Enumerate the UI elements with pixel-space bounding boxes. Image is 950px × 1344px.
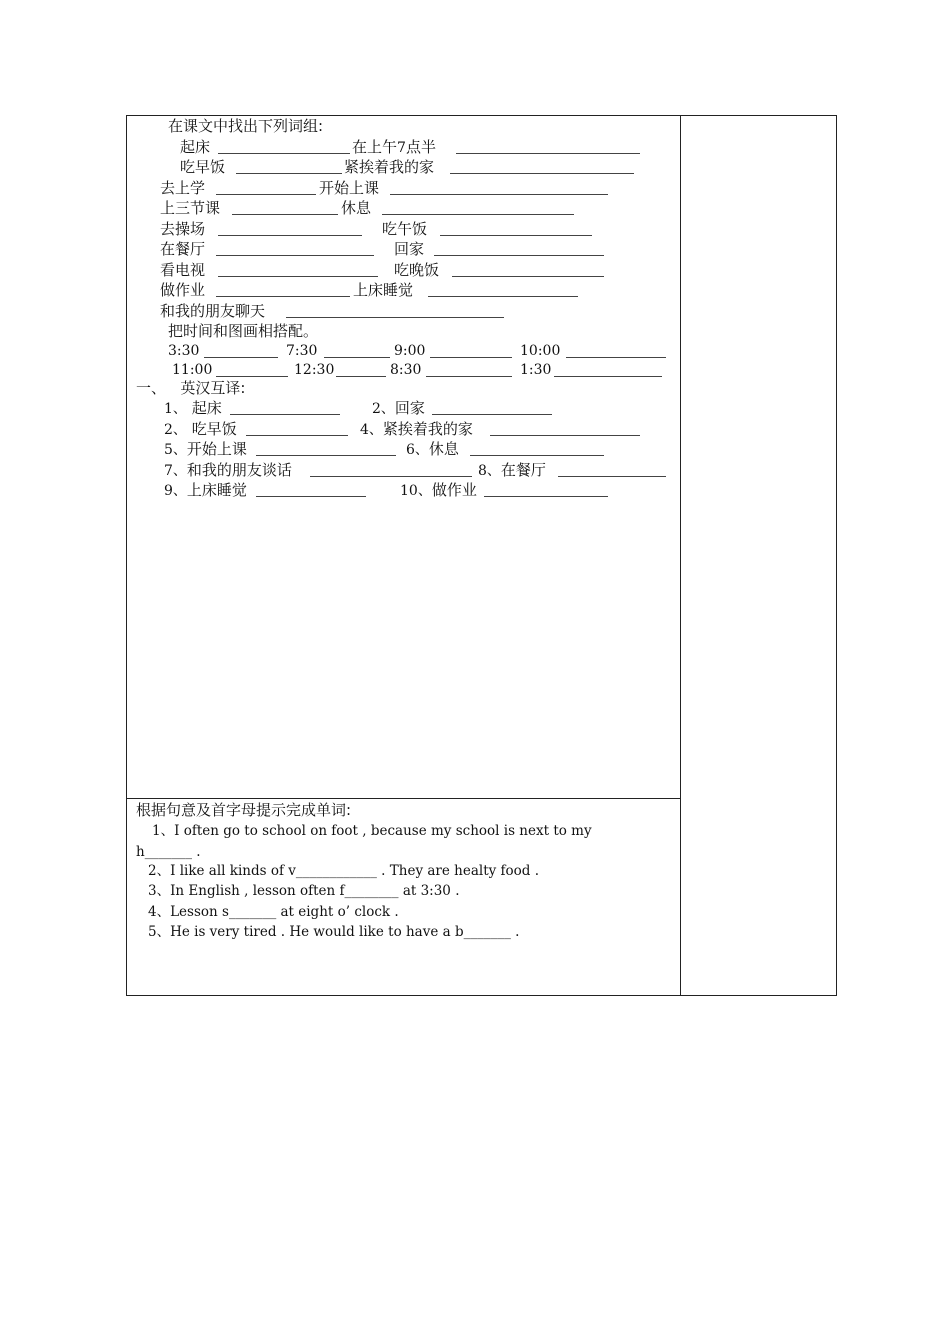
translate-item: 10、做作业 bbox=[400, 481, 477, 499]
phrase-next-to-home: 紧挨着我的家 bbox=[344, 158, 435, 176]
answer-blank[interactable] bbox=[218, 276, 378, 277]
phrase-homework: 做作业 bbox=[160, 281, 206, 299]
phrase-begin-class: 开始上课 bbox=[319, 179, 380, 197]
answer-blank[interactable] bbox=[452, 276, 604, 277]
answer-blank[interactable] bbox=[450, 173, 634, 174]
translate-item: 7、和我的朋友谈话 bbox=[164, 461, 292, 479]
answer-blank[interactable] bbox=[390, 194, 608, 195]
translate-item: 4、紧挨着我的家 bbox=[360, 420, 473, 438]
section3-heading: 一、 英汉互译: bbox=[136, 379, 246, 397]
sentence-4: 4、Lesson s_______ at eight o’ clock . bbox=[148, 904, 399, 920]
answer-blank[interactable] bbox=[434, 255, 604, 256]
answer-blank[interactable] bbox=[484, 496, 608, 497]
phrase-lunch: 吃午饭 bbox=[382, 220, 428, 238]
phrase-three-lessons: 上三节课 bbox=[160, 199, 221, 217]
phrase-go-to-bed: 上床睡觉 bbox=[353, 281, 414, 299]
phrase-at-730: 在上午7点半 bbox=[352, 138, 436, 156]
time-label: 12:30 bbox=[294, 362, 335, 378]
answer-blank[interactable] bbox=[336, 376, 386, 377]
answer-blank[interactable] bbox=[490, 435, 640, 436]
time-label: 7:30 bbox=[286, 343, 318, 359]
answer-blank[interactable] bbox=[204, 357, 278, 358]
answer-blank[interactable] bbox=[382, 214, 574, 215]
translate-item: 1、 起床 bbox=[164, 399, 222, 417]
time-label: 9:00 bbox=[394, 343, 426, 359]
phrase-rest: 休息 bbox=[341, 199, 372, 217]
translate-item: 9、上床睡觉 bbox=[164, 481, 247, 499]
answer-blank[interactable] bbox=[218, 153, 350, 154]
section1-title: 在课文中找出下列词组: bbox=[168, 117, 324, 135]
answer-blank[interactable] bbox=[218, 235, 362, 236]
translate-item: 6、休息 bbox=[406, 440, 459, 458]
phrase-watch-tv: 看电视 bbox=[160, 261, 206, 279]
answer-blank[interactable] bbox=[216, 296, 350, 297]
answer-blank[interactable] bbox=[216, 376, 288, 377]
translate-item: 2、 吃早饭 bbox=[164, 420, 237, 438]
translate-item: 2、回家 bbox=[372, 399, 425, 417]
section2-title: 把时间和图画相搭配。 bbox=[168, 322, 319, 340]
phrase-dinner: 吃晚饭 bbox=[394, 261, 440, 279]
phrase-playground: 去操场 bbox=[160, 220, 206, 238]
phrase-dining-hall: 在餐厅 bbox=[160, 240, 206, 258]
translate-item: 5、开始上课 bbox=[164, 440, 247, 458]
phrase-get-up: 起床 bbox=[180, 138, 211, 156]
column-divider bbox=[680, 115, 681, 996]
answer-blank[interactable] bbox=[432, 414, 552, 415]
answer-blank[interactable] bbox=[324, 357, 390, 358]
row-divider bbox=[126, 798, 680, 799]
answer-blank[interactable] bbox=[554, 376, 662, 377]
answer-blank[interactable] bbox=[470, 455, 604, 456]
time-label: 10:00 bbox=[520, 343, 561, 359]
answer-blank[interactable] bbox=[440, 235, 592, 236]
answer-blank[interactable] bbox=[246, 435, 348, 436]
phrase-go-to-school: 去上学 bbox=[160, 179, 206, 197]
time-label: 3:30 bbox=[168, 343, 200, 359]
answer-blank[interactable] bbox=[256, 455, 396, 456]
answer-blank[interactable] bbox=[430, 357, 512, 358]
answer-blank[interactable] bbox=[310, 476, 472, 477]
time-label: 11:00 bbox=[172, 362, 213, 378]
answer-blank[interactable] bbox=[426, 376, 512, 377]
answer-blank[interactable] bbox=[456, 153, 640, 154]
time-label: 1:30 bbox=[520, 362, 552, 378]
answer-blank[interactable] bbox=[428, 296, 578, 297]
sentence-1-cont: h_______ . bbox=[136, 844, 201, 860]
answer-blank[interactable] bbox=[558, 476, 666, 477]
answer-blank[interactable] bbox=[230, 414, 340, 415]
phrase-go-home: 回家 bbox=[394, 240, 425, 258]
answer-blank[interactable] bbox=[216, 255, 374, 256]
sentence-3: 3、In English , lesson often f________ at 3:30 . bbox=[148, 883, 460, 899]
sentence-2: 2、I like all kinds of v____________ . They are healty food . bbox=[148, 863, 540, 879]
answer-blank[interactable] bbox=[232, 214, 338, 215]
answer-blank[interactable] bbox=[216, 194, 316, 195]
translate-item: 8、在餐厅 bbox=[478, 461, 546, 479]
answer-blank[interactable] bbox=[286, 317, 504, 318]
answer-blank[interactable] bbox=[256, 496, 366, 497]
phrase-chat-friends: 和我的朋友聊天 bbox=[160, 302, 266, 320]
sentence-5: 5、He is very tired . He would like to have a b_______ . bbox=[148, 924, 520, 940]
sentence-1: 1、I often go to school on foot , because my school is next to my bbox=[152, 823, 592, 839]
answer-blank[interactable] bbox=[566, 357, 666, 358]
time-label: 8:30 bbox=[390, 362, 422, 378]
section4-title: 根据句意及首字母提示完成单词: bbox=[136, 801, 352, 819]
phrase-breakfast: 吃早饭 bbox=[180, 158, 226, 176]
answer-blank[interactable] bbox=[236, 173, 342, 174]
